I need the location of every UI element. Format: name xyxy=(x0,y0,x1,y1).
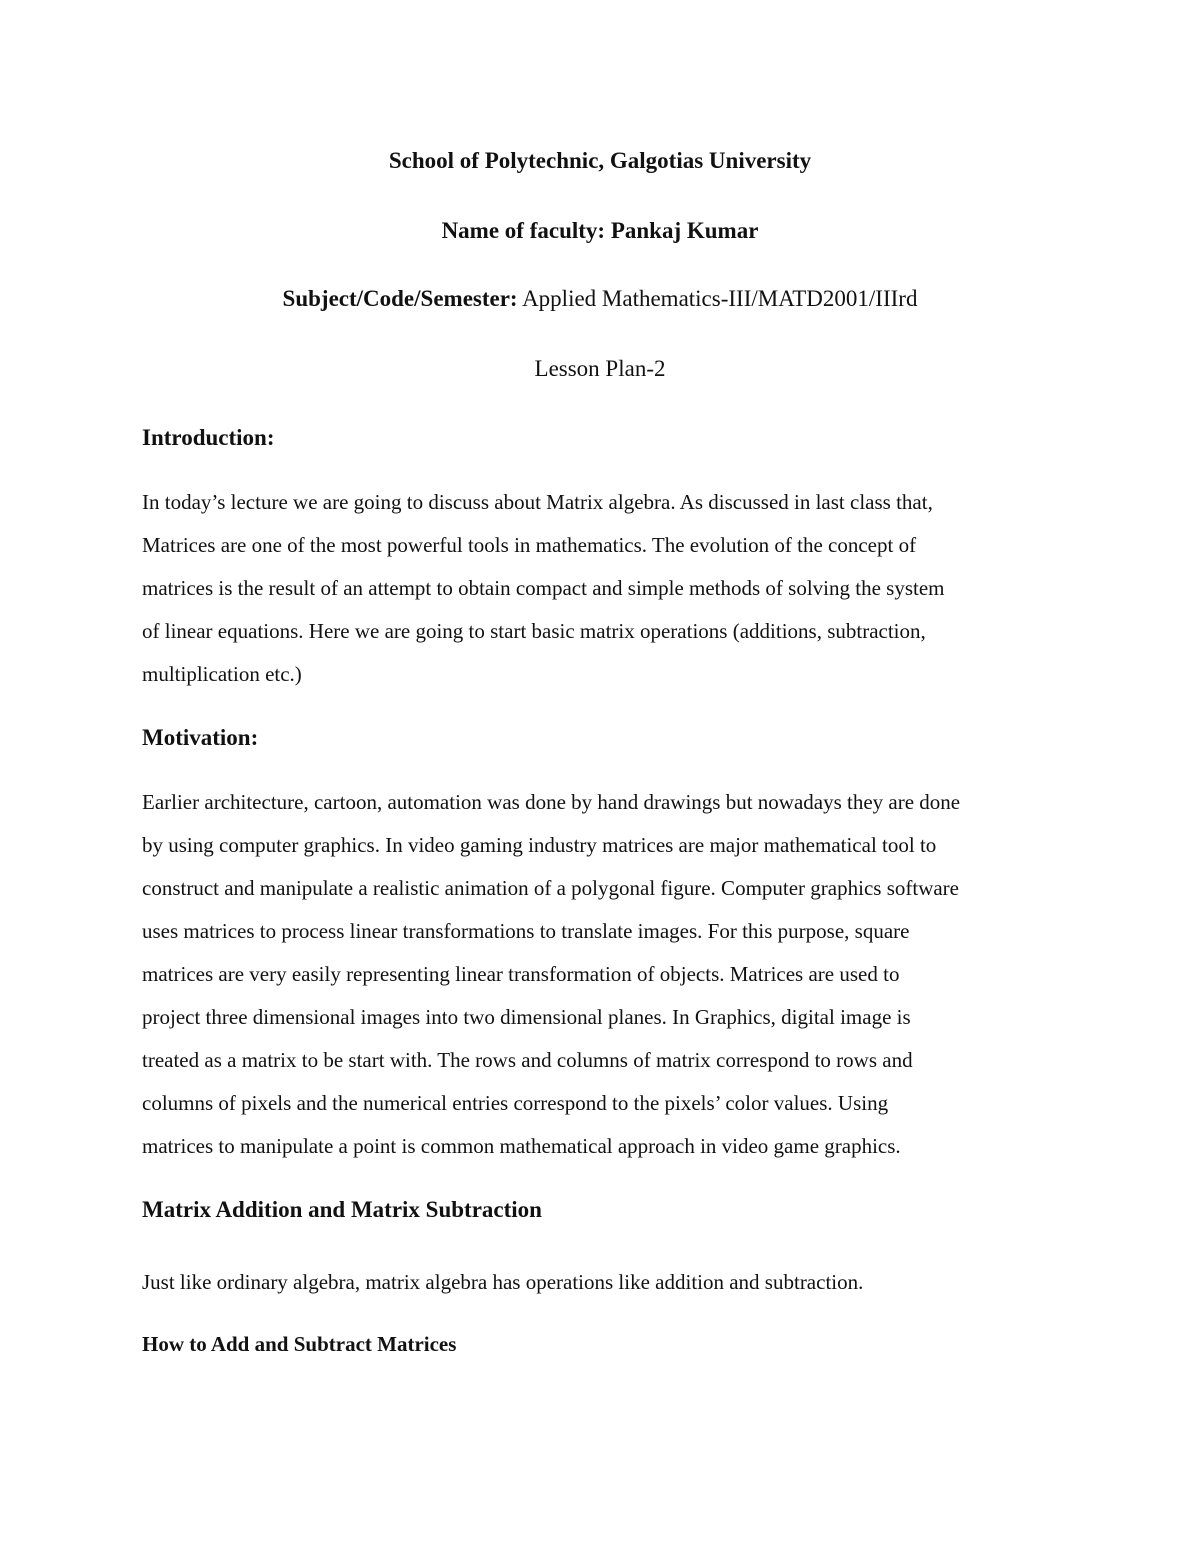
matrix-ops-heading: Matrix Addition and Matrix Subtraction xyxy=(142,1197,542,1222)
paragraph-line: multiplication etc.) xyxy=(142,662,302,686)
paragraph-line: matrices are very easily representing linear transformation of objects. Matrices are used to xyxy=(142,962,900,986)
paragraph-line: treated as a matrix to be start with. The rows and columns of matrix correspond to rows and xyxy=(142,1048,913,1072)
paragraph-line: In today’s lecture we are going to discuss about Matrix algebra. As discussed in last class that, xyxy=(142,490,933,514)
paragraph-line: construct and manipulate a realistic animation of a polygonal figure. Computer graphics software xyxy=(142,876,959,900)
introduction-paragraph xyxy=(142,481,1072,696)
add-subtract-subheading: How to Add and Subtract Matrices xyxy=(142,1332,457,1356)
motivation-paragraph xyxy=(142,781,1072,1168)
paragraph-line: uses matrices to process linear transformations to translate images. For this purpose, square xyxy=(142,919,910,943)
institution-title: School of Polytechnic, Galgotias University xyxy=(388,148,812,173)
paragraph-line: Just like ordinary algebra, matrix algebra has operations like addition and subtraction. xyxy=(142,1270,864,1294)
motivation-heading: Motivation: xyxy=(142,725,259,750)
subject-value: Applied Mathematics-III/MATD2001/IIIrd xyxy=(517,286,918,311)
paragraph-line: Matrices are one of the most powerful tools in mathematics. The evolution of the concept of xyxy=(142,533,917,557)
matrix-ops-paragraph xyxy=(142,1261,1072,1304)
paragraph-line: columns of pixels and the numerical entries correspond to the pixels’ color values. Using xyxy=(142,1091,889,1115)
faculty-name: Name of faculty: Pankaj Kumar xyxy=(441,218,759,243)
paragraph-line: of linear equations. Here we are going to start basic matrix operations (additions, subtraction, xyxy=(142,619,926,643)
paragraph-line: Earlier architecture, cartoon, automation was done by hand drawings but nowadays they are done xyxy=(142,790,961,814)
paragraph-line: project three dimensional images into two dimensional planes. In Graphics, digital image is xyxy=(142,1005,911,1029)
subject-line xyxy=(0,287,1200,310)
introduction-heading: Introduction: xyxy=(142,425,275,450)
subject-label: Subject/Code/Semester: xyxy=(282,286,518,311)
paragraph-line: matrices is the result of an attempt to obtain compact and simple methods of solving the system xyxy=(142,576,945,600)
lesson-title: Lesson Plan-2 xyxy=(534,356,666,381)
paragraph-line: matrices to manipulate a point is common mathematical approach in video game graphics. xyxy=(142,1134,901,1158)
paragraph-line: by using computer graphics. In video gaming industry matrices are major mathematical tool to xyxy=(142,833,937,857)
